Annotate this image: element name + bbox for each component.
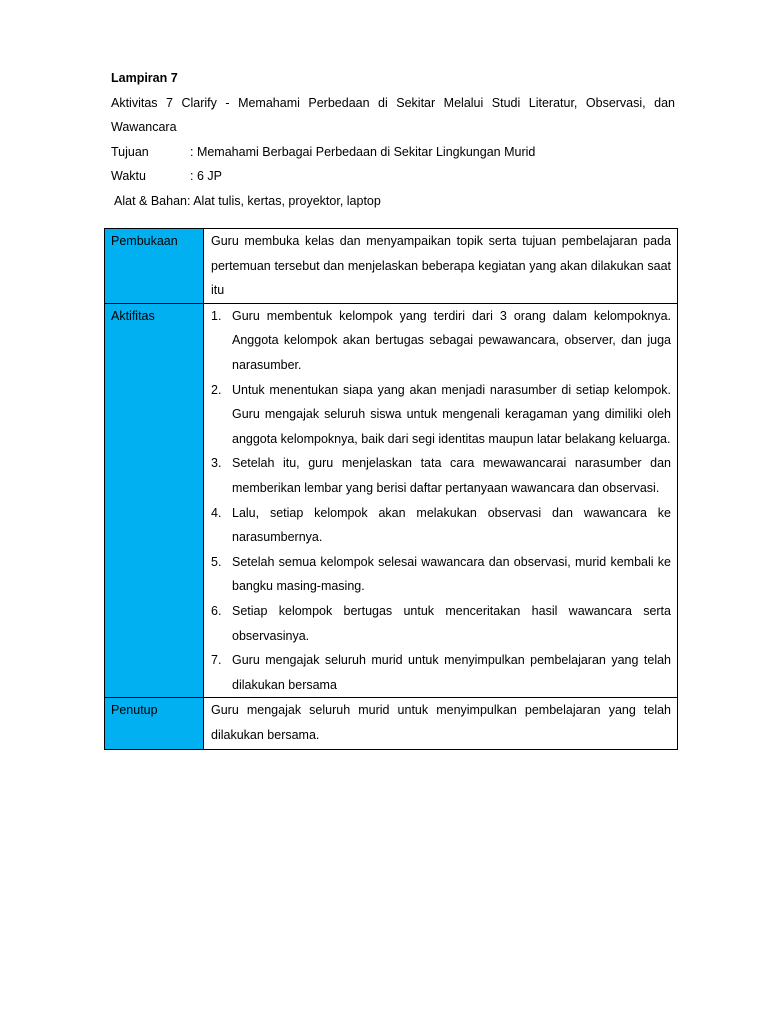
list-item [211,501,671,550]
step-number: 6. [211,603,222,618]
tujuan-label: Tujuan [111,144,149,159]
penutup-label-cell [105,698,204,750]
list-item [211,451,671,500]
step-text: Setiap kelompok bertugas untuk menceritakan hasil wawancara serta observasinya. [232,603,671,643]
step-number: 7. [211,653,222,668]
list-item [211,304,671,378]
table-row-pembukaan [105,229,678,304]
step-text: Guru mengajak seluruh murid untuk menyimpulkan pembelajaran yang telah dilakukan bersama [232,653,671,692]
aktifitas-label-cell [105,303,204,698]
tujuan-value: : Memahami Berbagai Perbedaan di Sekitar Lingkungan Murid [190,144,536,159]
list-item [211,599,671,648]
step-text: Guru membentuk kelompok yang terdiri dari 3 orang dalam kelompoknya. Anggota kelompok akan bertugas sebagai pewawancara, observer, dan juga narasumber. [232,308,671,372]
step-number: 5. [211,554,222,569]
list-item [211,648,671,697]
waktu-row [111,164,675,189]
tujuan-row [111,140,675,165]
aktifitas-step-list [211,304,671,698]
penutup-label: Penutup [111,703,158,718]
aktifitas-content-cell [204,303,678,698]
waktu-value: : 6 JP [190,169,222,184]
alat-row [111,189,675,214]
table-row-penutup [105,698,678,750]
step-text: Setelah semua kelompok selesai wawancara dan observasi, murid kembali ke bangku masing-masing. [232,554,671,594]
document-header [111,66,675,214]
step-number: 3. [211,456,222,471]
step-number: 1. [211,308,222,323]
step-text: Untuk menentukan siapa yang akan menjadi narasumber di setiap kelompok. Guru mengajak seluruh siswa untuk mengenali keragaman yang dimiliki oleh anggota kelompoknya, baik dari segi identitas maupun latar belakang keluarga. [232,382,671,446]
table-row-aktifitas [105,303,678,698]
activity-table [104,228,678,750]
step-number: 2. [211,382,222,397]
step-text: Setelah itu, guru menjelaskan tata cara mewawancarai narasumber dan memberikan lembar yang berisi daftar pertanyaan wawancara dan observasi. [232,456,671,495]
step-text: Lalu, setiap kelompok akan melakukan observasi dan wawancara ke narasumbernya. [232,505,671,545]
waktu-label: Waktu [111,169,146,184]
alat-label: Alat & Bahan [114,193,187,208]
penutup-text: Guru mengajak seluruh murid untuk menyimpulkan pembelajaran yang telah dilakukan bersama. [211,703,671,742]
pembukaan-label-cell [105,229,204,304]
pembukaan-label: Pembukaan [111,234,178,248]
list-item [211,378,671,452]
appendix-title: Lampiran 7 [111,71,178,85]
aktifitas-label: Aktifitas [111,308,155,323]
penutup-content-cell [204,698,678,750]
activity-title: Aktivitas 7 Clarify - Memahami Perbedaan di Sekitar Melalui Studi Literatur, Observasi, dan Wawancara [111,95,675,135]
pembukaan-content-cell [204,229,678,304]
pembukaan-text: Guru membuka kelas dan menyampaikan topik serta tujuan pembelajaran pada pertemuan tersebut dan menjelaskan beberapa kegiatan yang akan dilakukan saat itu [211,234,671,298]
alat-value: : Alat tulis, kertas, proyektor, laptop [186,193,381,208]
step-number: 4. [211,505,222,520]
list-item [211,550,671,599]
